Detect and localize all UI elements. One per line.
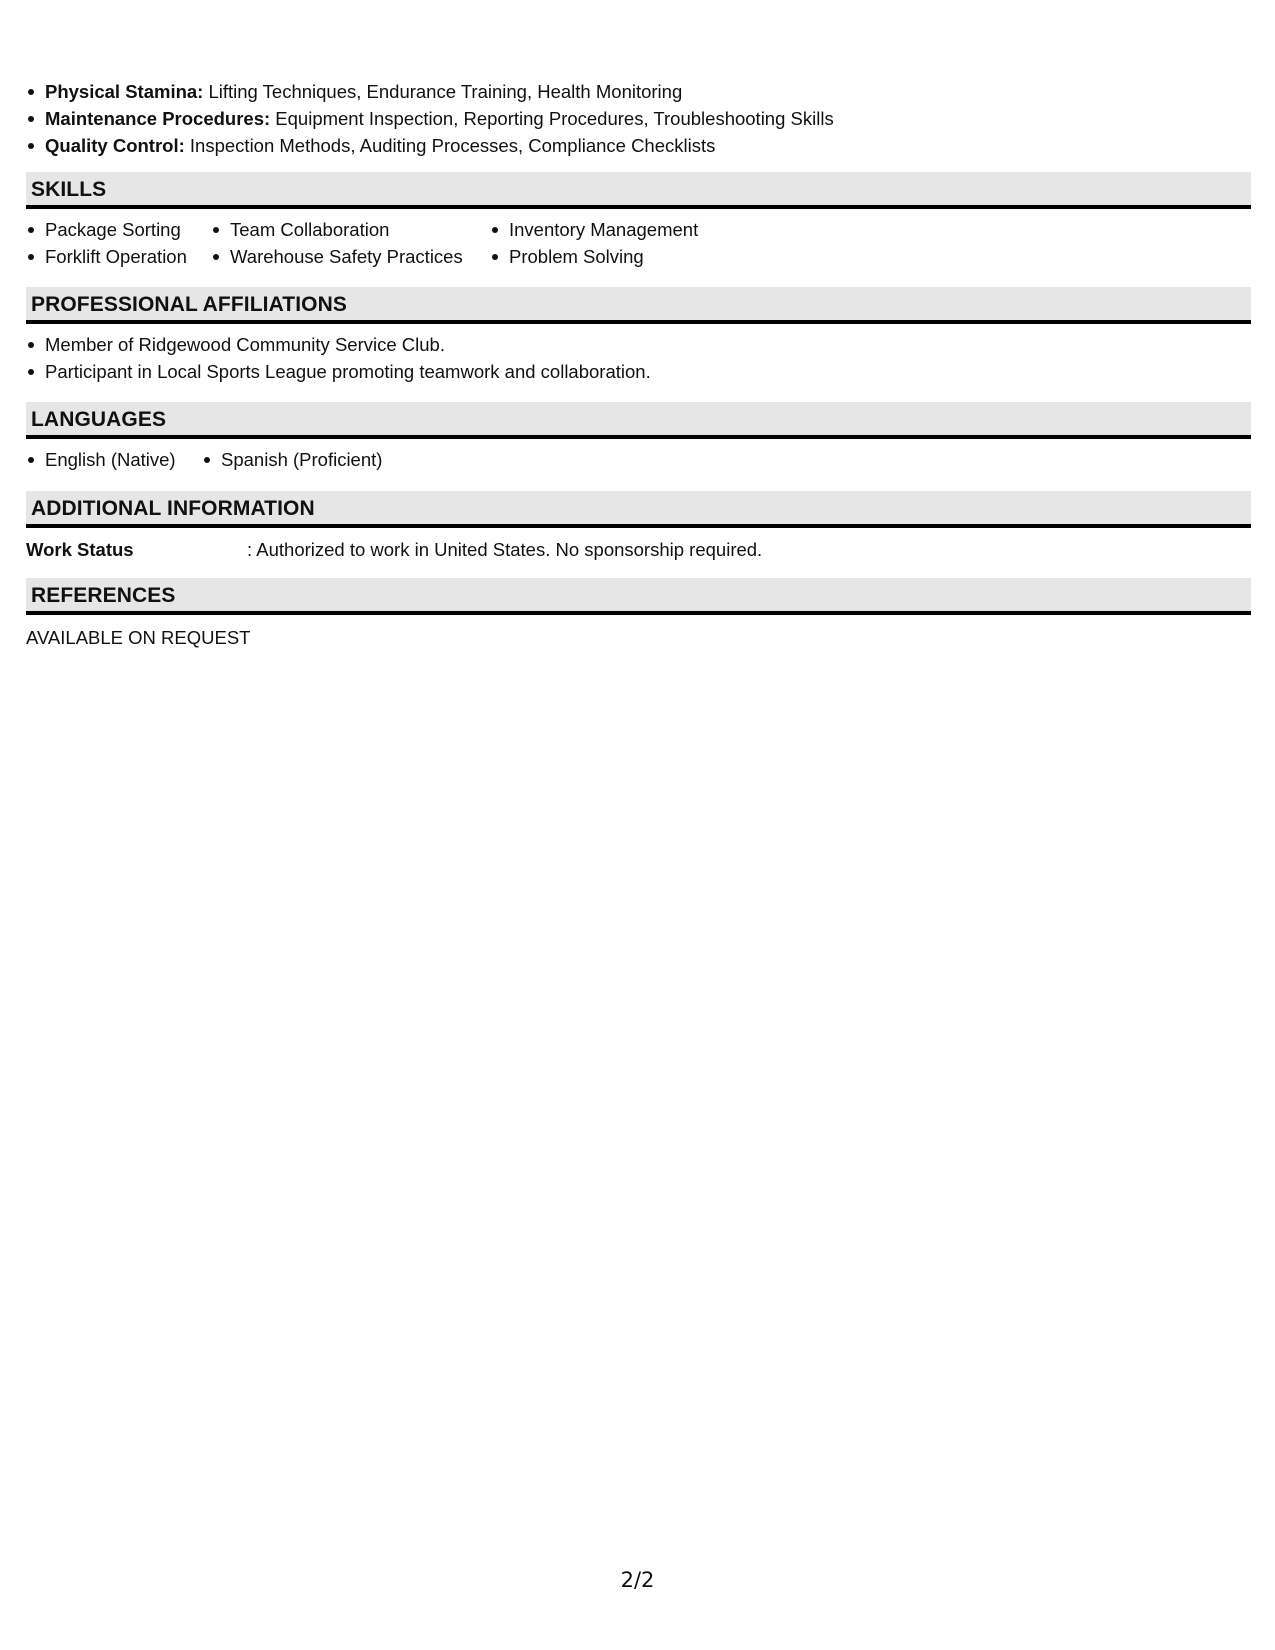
list-item [26,132,834,159]
page-number: 2/2 [620,1568,655,1592]
resume-page [26,0,1251,1650]
languages-column-2 [202,446,382,473]
list-item-text: Lifting Techniques, Endurance Training, Health Monitoring [203,81,683,102]
references-section-header [26,578,1251,615]
list-item: English (Native) [26,446,176,473]
list-item-label: Maintenance Procedures: [45,108,271,129]
references-text: AVAILABLE ON REQUEST [26,627,251,648]
languages-section-header [26,402,1251,439]
skills-column-2 [211,216,463,270]
affiliations-list [26,331,651,385]
list-item-text: Equipment Inspection, Reporting Procedures, Troubleshooting Skills [270,108,834,129]
list-item: Member of Ridgewood Community Service Club. [26,331,651,358]
list-item: Spanish (Proficient) [202,446,382,473]
additional-info-section-header [26,491,1251,528]
list-item: Inventory Management [490,216,698,243]
list-item: Team Collaboration [211,216,463,243]
work-status-value: : Authorized to work in United States. No sponsorship required. [247,539,763,560]
list-item: Problem Solving [490,243,698,270]
skill-categories-list [26,78,834,159]
list-item-label: Quality Control: [45,135,185,156]
list-item-text: Inspection Methods, Auditing Processes, Compliance Checklists [184,135,716,156]
list-item [26,78,834,105]
skills-column-3 [490,216,698,270]
skills-column-1 [26,216,187,270]
section-title: SKILLS [31,178,107,201]
work-status-label: Work Status [26,539,134,560]
skills-section-header [26,172,1251,209]
section-title: REFERENCES [31,584,176,607]
list-item: Participant in Local Sports League promoting teamwork and collaboration. [26,358,651,385]
list-item: Package Sorting [26,216,187,243]
languages-column-1 [26,446,176,473]
section-title: LANGUAGES [31,408,167,431]
list-item [26,105,834,132]
section-title: ADDITIONAL INFORMATION [31,497,315,520]
list-item: Warehouse Safety Practices [211,243,463,270]
affiliations-section-header [26,287,1251,324]
section-title: PROFESSIONAL AFFILIATIONS [31,293,347,316]
list-item: Forklift Operation [26,243,187,270]
list-item-label: Physical Stamina: [45,81,204,102]
